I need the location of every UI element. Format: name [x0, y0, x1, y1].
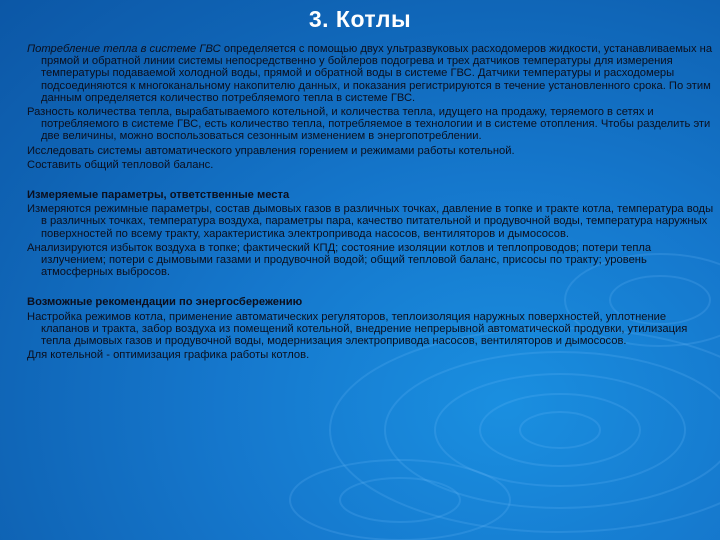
paragraph-text: определяется с помощью двух ультразвуковых расходомеров жидкости, устанавливаемых на прямой и обратной линии системы непосредственно у бойлеров подогрева и трех датчиков температуры для измерения температуры подаваемой холодной воды, прямой и обратной воды в системе ГВС. Датчики температуры и расходомеры подсоединяются к многоканальному накопителю данных, и показания регистрируются в течение установленного срока. По этим данным определяется количество потребляемого тепла в системе ГВС. [41, 43, 713, 104]
heading-recommendations: Возможные рекомендации по энергосбережению [27, 296, 303, 309]
paragraph-dhw-measurement [27, 43, 717, 104]
paragraph-heat-difference: Разность количества тепла, вырабатываемого котельной, и количества тепла, идущего на продажу, теряемого в сетях и потребляемого в системе ГВС, есть количество тепла, потребляемое в технологии и в системе отопления. Чтобы разделить эти две величины, можно воспользоваться сезонным изменением в энергопотреблении. [27, 106, 711, 143]
paragraph-control-systems: Исследовать системы автоматического управления горением и режимами работы котельной. [27, 144, 515, 157]
paragraph-measured-params: Измеряются режимные параметры, состав дымовых газов в различных точках, давление в топке и тракте котла, температура воды в различных точках, температура воздуха, параметры пара, качество питательной и продувочной воды, температура наружных поверхностей по всему тракту, характеристика электропривода насосов, вентиляторов и дымососов. [27, 203, 714, 240]
slide-body [27, 43, 717, 363]
paragraph-heat-balance: Составить общий тепловой баланс. [27, 158, 214, 171]
paragraph-boiler-schedule: Для котельной - оптимизация графика работы котлов. [27, 349, 310, 362]
italic-lead-phrase: Потребление тепла в системе ГВС [27, 43, 221, 55]
heading-measured-parameters: Измеряемые параметры, ответственные места [27, 189, 290, 202]
slide-title: 3. Котлы [308, 6, 412, 32]
paragraph-recommendations: Настройка режимов котла, применение автоматических регуляторов, теплоизоляция наружных поверхностей, уплотнение клапанов и тракта, забор воздуха из помещений котельной, внедрение непрерывной автоматической продувки, утилизация тепла дымовых газов и продувочной воды, модернизация электропривода насосов, вентиляторов и дымососов. [27, 310, 688, 348]
paragraph-analysis: Анализируются избыток воздуха в топке; фактический КПД; состояние изоляции котлов и теплопроводов; потери тепла излучением; потери с дымовыми газами и продувочной водой; общий тепловой баланс, присосы по тракту; уровень атмосферных выбросов. [27, 241, 652, 279]
